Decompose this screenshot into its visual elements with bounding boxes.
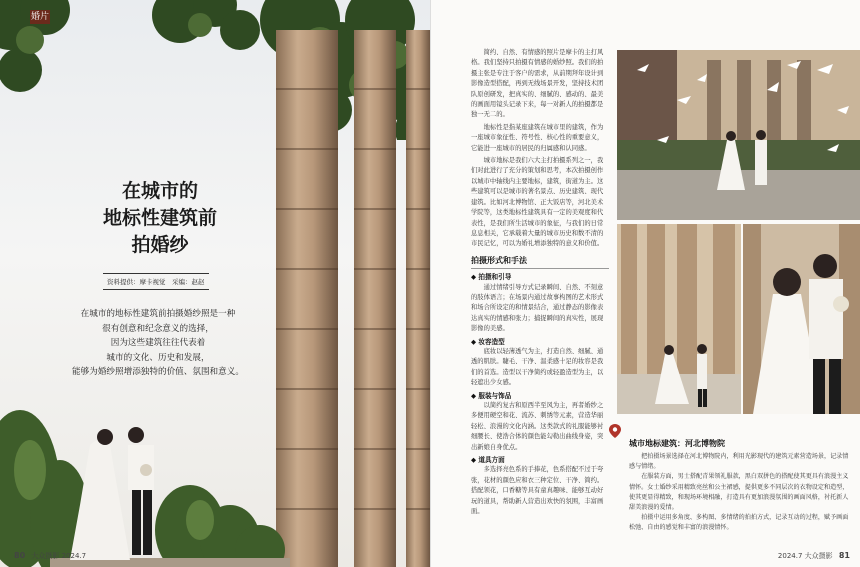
wedding-couple-photo [70, 415, 185, 560]
intro-line: 很有创意和纪念意义的选择， [102, 323, 214, 334]
item-text: 通过情绪引导方式记录瞬间、自然、不刻意的肢体语言；在场景内通过故事构图的艺术形式和场合所设定的和情景结合，通过静态的影像表达真实的情感和张力；捕捉瞬间的真实性，展现影像的美感。 [471, 283, 604, 333]
museum-doves-photo [617, 50, 860, 220]
folio-right [778, 551, 850, 561]
intro-line: 城市的文化、历史和发展， [106, 352, 210, 363]
item-text: 多选择亮色系的手捧花，色系搭配不过于夸张，花材的颜色应和衣三种定位、干净、简约。搭配领花，口香糖等具有童真趣味、能够互动好玩的道具，帮助新人营造出欢快的氛围，丰富画面。 [471, 466, 604, 516]
body-paragraph: 地标性是指某座建筑在城市里的建筑，作为一座城市象征性、符号性、核心性的重要意义，它能进一座城市的居民的归属感和认同感。 [471, 123, 604, 152]
intro-line: 因为这些建筑往往代表着 [110, 338, 206, 348]
caption-paragraph: 把拍摄场景选择在河北博物院内，利用光影现代的建筑元素营造场景，记录情感与情绪。 [629, 453, 849, 471]
intro-text [58, 307, 258, 380]
right-page [430, 0, 860, 567]
item-heading: ◆ 妆容造型 [471, 337, 505, 346]
caption-paragraph: 拍摄中运用多角度、多构图、多情绪的拍拍方式，记录互动的过程，赋予画面松弛、自由的感觉和丰富的浪漫情怀。 [629, 514, 849, 532]
caption-title: 城市地标建筑：河北博物院 [629, 439, 725, 448]
body-paragraph: 城市地标是我们六大主打拍摄系列之一，我们对此进行了充分的策划和思考，本次拍摄创作以城市中轴线内主要地标，建筑，街道为主。这些建筑可以是城市的著名景点、历史建筑、现代建筑。比如河北博物馆、正大饭店等，河北美术学院等，这类地标性建筑具有一定的美观度和代表性，是我们所生活城市的象征，与我们的日常息息相关，它承载着大量的城市历史和数不清的市民记忆，可以为婚礼增添独特的意义和价值。 [471, 157, 604, 248]
caption-text [629, 452, 851, 534]
item-text: 以简约复古和原西半至风为主，再者婚纱之多便用硬空和花、流苏、刺绣等元素，营造华丽轻松、浪漫的文化内涵。这类款式的礼服能够衬细腰长、使浩合体的颜色能勾勒出曲线身姿，突出新娘自身优点。 [471, 402, 604, 451]
title-line: 地标性建筑前 [102, 207, 217, 229]
caption-paragraph: 在服装方面，男士搭配青果领礼服款，黑白双拼色的搭配使其更具有浪漫主义情怀。女士婚纱采用精致亮丝和公主裙感，提供更多不同层次的衣物设定和造型，使其更显得精致，和现场环境相融，打造具有更加浪漫氛围的画面风格，衬托新人甜美浪漫的爱情。 [629, 473, 849, 512]
location-pin-icon [609, 424, 621, 438]
body-column [471, 48, 609, 519]
title-line: 在城市的 [121, 180, 198, 202]
credit-line: 资料提供：摩卡视觉 采编：赵赵 [103, 273, 209, 290]
columns-couple-photo [617, 224, 741, 414]
page-number: 80 [14, 551, 26, 560]
intro-line: 在城市的地标性建筑前拍摄婚纱照是一种 [80, 309, 236, 319]
item-heading: ◆ 拍摄和引导 [471, 273, 512, 282]
section-tag: 婚片 [30, 12, 49, 22]
page-number: 81 [838, 551, 850, 560]
stone-columns [268, 30, 430, 567]
title-line: 拍婚纱 [131, 234, 189, 256]
intro-line: 能够为婚纱照增添独特的价值、氛围和意义。 [72, 367, 244, 377]
folio-left [14, 551, 86, 561]
couple-closeup-photo [743, 224, 860, 414]
item-heading: ◆ 服装与饰品 [471, 391, 512, 400]
article-title [70, 178, 250, 259]
item-text: 底妆以轻薄透气为主，打造自然、细腻、通透的肌肤。睫毛、干净、温柔感十足的妆容是我们的首选。造型以干净简约或轻盈造型为主，以轻遮出少女感。 [471, 347, 604, 387]
magazine-name: 2024.7 大众摄影 [777, 552, 833, 560]
body-paragraph: 简约、自然、有情感的照片是摩卡的主打风格。我们坚持只拍摄有情感的婚纱照。我们的拍摄主张是专注于客户的需求，从前期拜年设计到影像造型搭配，再到无线场景开发，坚持技术团队原创研发，把真实的、细腻的、感动的、最美的画面用镜头记录下来，每一对新人的拍摄都是独一无二的。 [471, 49, 604, 119]
section-heading: 拍摄形式和手法 [471, 256, 609, 269]
magazine-name: 大众摄影 2024.7 [31, 552, 87, 560]
item-heading: ◆ 道具方面 [471, 456, 505, 465]
